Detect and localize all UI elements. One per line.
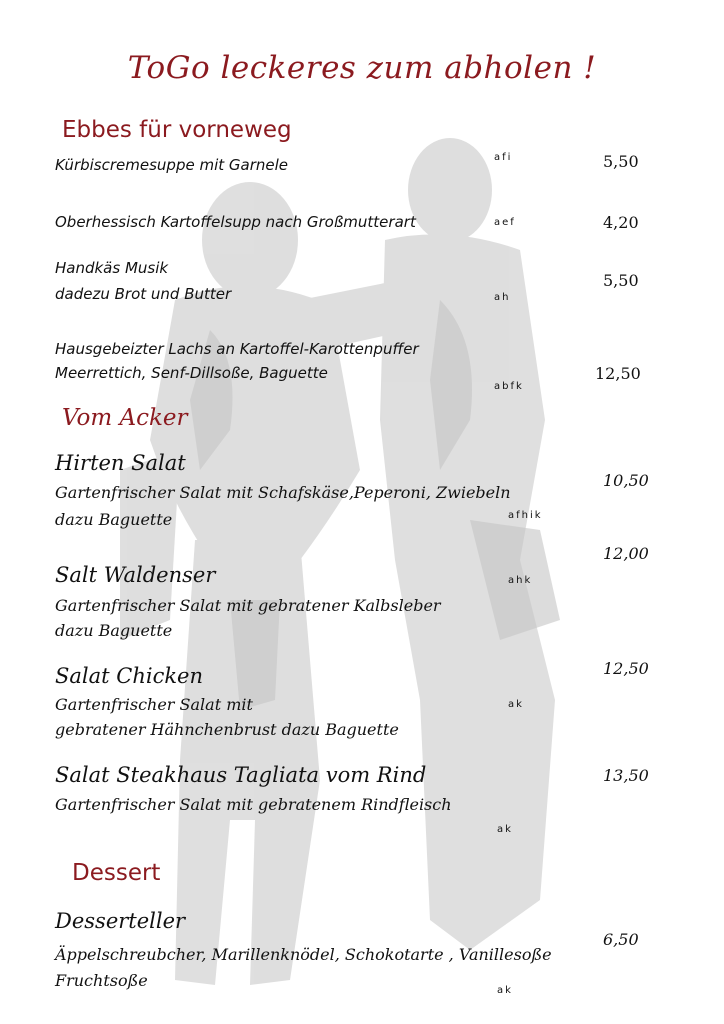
salad-item-name: Hirten Salat [55,451,186,475]
starter-item-line: Handkäs Musik [55,259,169,277]
salad-item-name: Salat Chicken [55,664,204,688]
dessert-item-desc: Äppelschreubcher, Marillenknödel, Schokotarte , Vanillesoße [55,945,552,964]
allergen-codes: ak [508,699,524,710]
allergen-codes: ak [497,824,513,835]
allergen-codes: afhik [508,510,543,521]
allergen-codes: abfk [494,381,524,392]
section-heading-salads: Vom Acker [62,405,188,431]
starter-item-line: dadezu Brot und Butter [55,285,232,303]
item-price: 4,20 [603,213,639,232]
item-price: 13,50 [603,766,649,785]
section-heading-dessert: Dessert [72,860,161,886]
item-price: 12,50 [595,364,641,383]
dessert-item-desc: Fruchtsoße [55,971,148,990]
salad-item-name: Salat Steakhaus Tagliata vom Rind [55,763,427,787]
starter-item-line: Hausgebeizter Lachs an Kartoffel-Karottenpuffer [55,340,419,358]
salad-item-desc: dazu Baguette [55,510,173,529]
dessert-item-name: Desserteller [55,909,186,933]
item-price: 12,50 [603,659,649,678]
allergen-codes: ak [497,985,513,996]
salad-item-desc: Gartenfrischer Salat mit gebratenem Rindfleisch [55,795,452,814]
salad-item-desc: Gartenfrischer Salat mit gebratener Kalbsleber [55,596,441,615]
allergen-codes: afi [494,152,513,163]
allergen-codes: ahk [508,575,533,586]
menu-title: ToGo leckeres zum abholen ! [127,50,597,86]
allergen-codes: aef [494,217,516,228]
starter-item-line: Oberhessisch Kartoffelsupp nach Großmutterart [55,213,416,231]
salad-item-desc: Gartenfrischer Salat mit Schafskäse,Peperoni, Zwiebeln [55,483,511,502]
item-price: 5,50 [603,271,639,290]
item-price: 10,50 [603,471,649,490]
starter-item-line: Kürbiscremesuppe mit Garnele [55,156,288,174]
salad-item-name: Salt Waldenser [55,563,216,587]
item-price: 5,50 [603,152,639,171]
salad-item-desc: dazu Baguette [55,621,173,640]
section-heading-starters: Ebbes für vorneweg [62,117,292,143]
starter-item-line: Meerrettich, Senf-Dillsoße, Baguette [55,364,328,382]
item-price: 12,00 [603,544,649,563]
salad-item-desc: gebratener Hähnchenbrust dazu Baguette [55,720,399,739]
allergen-codes: ah [494,292,511,303]
salad-item-desc: Gartenfrischer Salat mit [55,695,253,714]
item-price: 6,50 [603,930,639,949]
